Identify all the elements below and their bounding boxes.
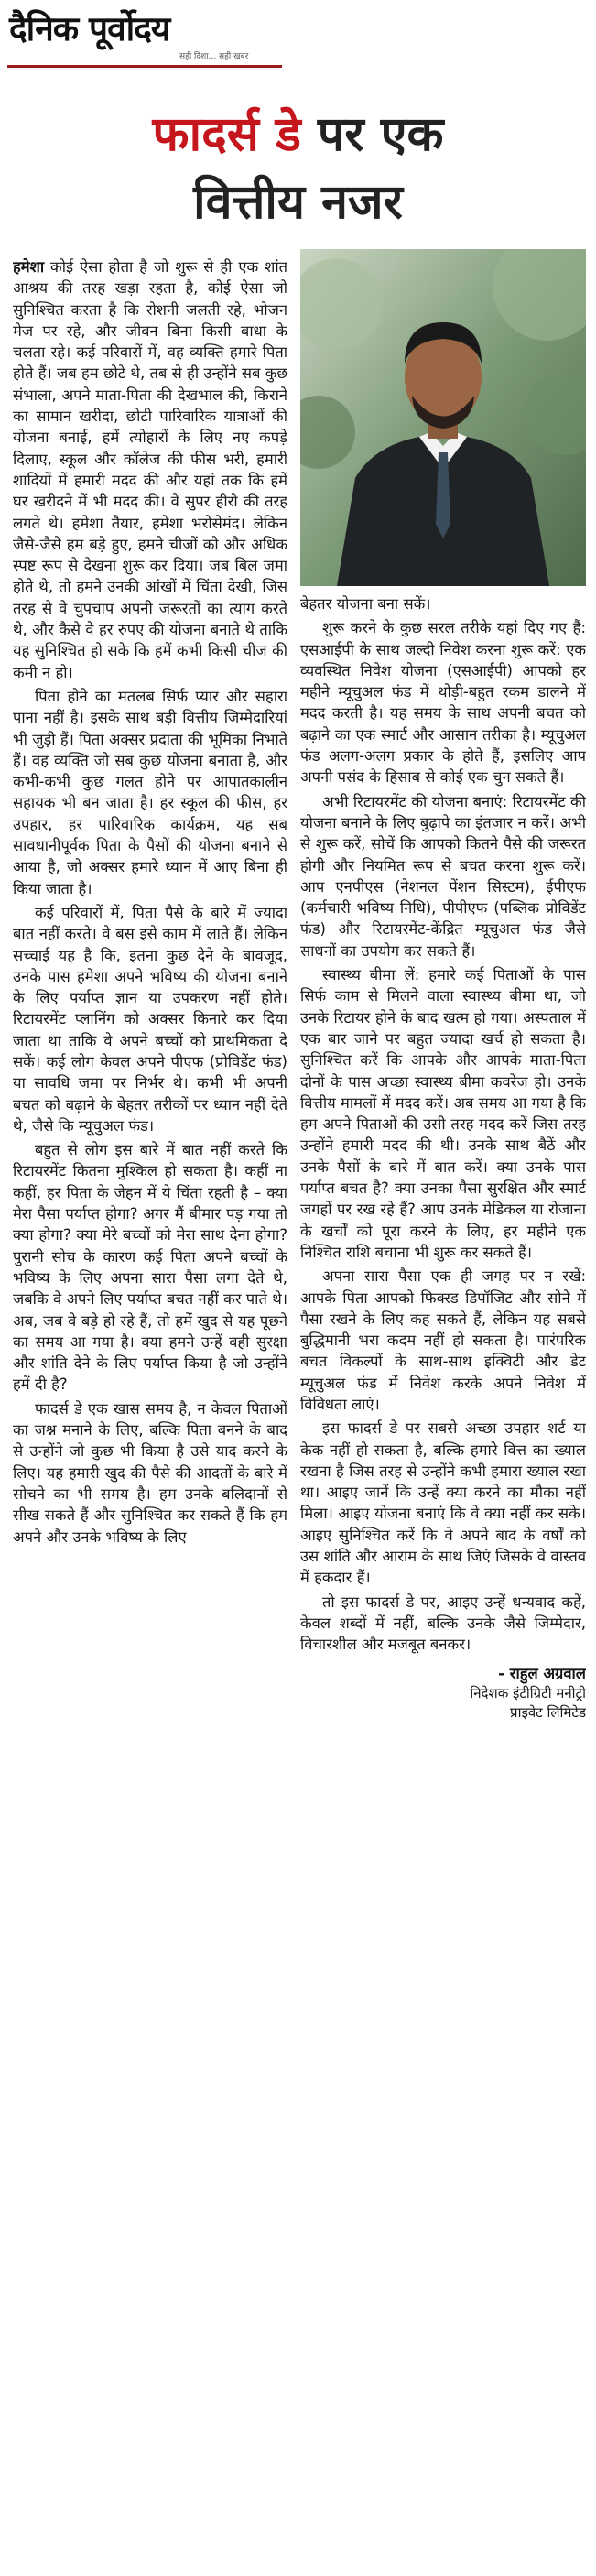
article-paragraph: अपना सारा पैसा एक ही जगह पर न रखें: आपके पिता आपको फिक्स्ड डिपॉजिट और सोने में पैसा रखने के लिए कह सकते हैं, लेकिन यह सबसे बुद्धिमानी भरा कदम नहीं हो सकता है। पारंपरिक बचत विकल्पों के साथ-साथ इक्विटी और डेट म्यूचुअल फंड में निवेश करके अपने निवेश में विविधता लाएं। [300, 1267, 586, 1413]
article-lead-word: हमेशा [13, 258, 45, 276]
article-paragraph: तो इस फादर्स डे पर, आइए उन्हें धन्यवाद कहें, केवल शब्दों में नहीं, बल्कि उनके जैसे जिम्मेदार, विचारशील और मजबूत बनकर। [300, 1592, 586, 1654]
article-headline [0, 101, 596, 236]
newspaper-tagline: सही दिशा... सही खबर [179, 52, 249, 61]
headline-line-1 [0, 101, 596, 168]
author-company: प्राइवेट लिमिटेड [510, 1703, 586, 1721]
author-photo [300, 249, 586, 586]
article-column-right [300, 593, 586, 2571]
headline-highlight: फादर्स डे [152, 107, 301, 162]
article-paragraph: इस फादर्स डे पर सबसे अच्छा उपहार शर्ट या केक नहीं हो सकता है, बल्कि हमारे वित्त का ख्याल रखना है जिस तरह से उन्होंने कभी हमारा ख्याल रखा था। आइए जानें कि उन्हें क्या करने का मौका नहीं मिला। आइए योजना बनाएं कि वे क्या नहीं कर सके। आइए सुनिश्चित करें कि वे अपने बाद के वर्षों को उस शांति और आराम के साथ जिएं जिसके वे वास्तव में हकदार हैं। [300, 1419, 586, 1587]
article-paragraph: कई परिवारों में, पिता पैसे के बारे में ज्यादा बात नहीं करते। वे बस इसे काम में लाते हैं। लेकिन सच्चाई यह है कि, इतना कुछ देने के बावजूद, उनके पास हमेशा अपने भविष्य की योजना बनाने के लिए पर्याप्त ज्ञान या उपकरण नहीं होते। रिटायरमेंट प्लानिंग को अक्सर किनारे कर दिया जाता था ताकि वे अपने बच्चों को प्राथमिकता दे सकें। कई लोग केवल अपने पीएफ (प्रोविडेंट फंड) या सावधि जमा पर निर्भर थे। कभी भी अपनी बचत को बढ़ाने के बेहतर तरीकों पर ध्यान नहीं देते थे, जैसे कि म्यूचुअल फंड। [13, 903, 287, 1135]
article-paragraph: फादर्स डे एक खास समय है, न केवल पिताओं का जश्न मनाने के लिए, बल्कि पिता बनने के बाद से उन्होंने जो कुछ भी किया है उसे याद करने के लिए। यह हमारी खुद की पैसे की आदतों के बारे में सोचने का भी समय है। हम उनके बलिदानों से सीख सकते हैं और सुनिश्चित कर सकते हैं कि हम अपने और उनके भविष्य के लिए [13, 1399, 287, 1546]
headline-line-2: वित्तीय नजर [193, 175, 403, 230]
headline-line-1-rest: पर एक [300, 107, 444, 162]
author-photo-illustration [300, 249, 586, 586]
article-paragraph: अभी रिटायरमेंट की योजना बनाएं: रिटायरमेंट की योजना बनाने के लिए बुढ़ापे का इंतजार न करें। अभी से शुरू करें, सोचें कि आपको कितने पैसे की जरूरत होगी और नियमित रूप से बचत करना शुरू करें। आप एनपीएस (नेशनल पेंशन सिस्टम), ईपीएफ (कर्मचारी भविष्य निधि), पीपीएफ (पब्लिक प्रोविडेंट फंड) और रिटायरमेंट-केंद्रित म्यूचुअल फंड जैसे साधनों का उपयोग कर सकते हैं। [300, 792, 586, 960]
article-paragraph: बेहतर योजना बना सकें। [300, 595, 431, 613]
masthead [7, 4, 282, 68]
article-paragraph: शुरू करने के कुछ सरल तरीके यहां दिए गए हैं: एसआईपी के साथ जल्दी निवेश करना शुरू करें: एक व्यवस्थित निवेश योजना (एसआईपी) आपको हर महीने म्यूचुअल फंड में थोड़ी-बहुत रकम डालने में मदद करती है। यह समय के साथ अपनी बचत को बढ़ाने का एक स्मार्ट और आसान तरीका है। म्यूचुअल फंड अलग-अलग प्रकार के होते हैं, इसलिए आप अपनी पसंद के हिसाब से कोई एक चुन सकते हैं। [300, 619, 586, 787]
article-paragraph [13, 256, 287, 683]
article-paragraph: बहुत से लोग इस बारे में बात नहीं करते कि रिटायरमेंट कितना मुश्किल हो सकता है। कहीं ना कहीं, हर पिता के जेहन में ये चिंता रहती है – क्या मेरा पैसा पर्याप्त होगा? अगर मैं बीमार पड़ गया तो क्या होगा? क्या मेरे बच्चों को मेरा साथ देना होगा? पुरानी सोच के कारण कई पिता अपने बच्चों के भविष्य के लिए अपना सारा पैसा लगा देते थे, जबकि वे अपने लिए पर्याप्त बचत नहीं कर पाते थे। अब, जब वे बड़े हो रहे हैं, तो हमें खुद से यह पूछने का समय आ गया है। क्या हमने उन्हें वही सुरक्षा और शांति देने के लिए पर्याप्त किया है जो उन्होंने हमें दी है? [13, 1141, 287, 1394]
article-paragraph-text: कोई ऐसा होता है जो शुरू से ही एक शांत आश्रय की तरह खड़ा रहता है, कोई ऐसा जो सुनिश्चित करता है कि रोशनी जलती रहे, भोजन मेज पर रहे, और जीवन बिना किसी बाधा के चलता रहे। कई परिवारों में, वह व्यक्ति हमारे पिता होते हैं। जब हम छोटे थे, तब से ही उन्होंने सब कुछ संभाला, अपने माता-पिता की देखभाल की, किराने का सामान खरीदा, छोटी पारिवारिक यात्राओं की योजना बनाई, हमें त्योहारों के लिए नए कपड़े दिलाए, स्कूल और कॉलेज की फीस भरी, हमारी शादियों में हमारी मदद की और यहां तक कि हमें घर खरीदने में भी मदद की। वे सुपर हीरो की तरह लगते थे। हमेशा तैयार, हमेशा भरोसेमंद। लेकिन जैसे-जैसे हम बड़े हुए, हमने चीजों को और अधिक स्पष्ट रूप से देखना शुरू कर दिया। जब बिल जमा होते थे, तो हमने उनकी आंखों में चिंता देखी, जिस तरह से वे चुपचाप अपनी जरूरतों का त्याग करते थे, और कैसे वे हर रुपए की योजना बनाते थे ताकि यह सुनिश्चित हो सके कि हमें कभी किसी चीज की कमी न हो। [13, 258, 287, 681]
article-paragraph: पिता होने का मतलब सिर्फ प्यार और सहारा पाना नहीं है। इसके साथ बड़ी वित्तीय जिम्मेदारियां भी जुड़ी हैं। पिता अक्सर प्रदाता की भूमिका निभाते हैं। वह व्यक्ति जो सब कुछ योजना बनाता है, और कभी-कभी कुछ गलत होने पर आपातकालीन सहायक भी बन जाता है। हर स्कूल की फीस, हर उपहार, हर पारिवारिक कार्यक्रम, यह सब सावधानीपूर्वक पिता के पैसों की योजना बनाने से आया है, जो अक्सर हमारे ध्यान में आए बिना ही किया जाता है। [13, 687, 287, 897]
newspaper-name: दैनिक पूर्वोदय [9, 9, 170, 49]
article-paragraph: स्वास्थ्य बीमा लें: हमारे कई पिताओं के पास सिर्फ काम से मिलने वाला स्वास्थ्य बीमा था, जो उनके रिटायर होने के बाद खत्म हो गया। अस्पताल में एक बार जाने पर बहुत ज्यादा खर्च हो सकता है। सुनिश्चित करें कि आपके और आपके माता-पिता दोनों के पास अच्छा स्वास्थ्य बीमा कवरेज हो। उनके वित्तीय मामलों में मदद करें। अब समय आ गया है कि हम अपने पिताओं की उसी तरह मदद करें जिस तरह उन्होंने हमारी मदद की थी। उनके साथ बैठें और उनके पैसों के बारे में बात करें। क्या उनके पास पर्याप्त बचत है? क्या उनका पैसा सुरक्षित और स्मार्ट जगहों पर रख रहे हैं? आप उनके मेडिकल या रोजाना के खर्चों को पूरा करने के लिए, हर महीने एक निश्चित राशि बचाना भी शुरू कर सकते हैं। [300, 966, 586, 1261]
author-name: - राहुल अग्रवाल [498, 1664, 586, 1682]
author-title: निदेशक इंटीग्रिटी मनीट्री [470, 1684, 586, 1701]
article-column-left [13, 256, 287, 2571]
